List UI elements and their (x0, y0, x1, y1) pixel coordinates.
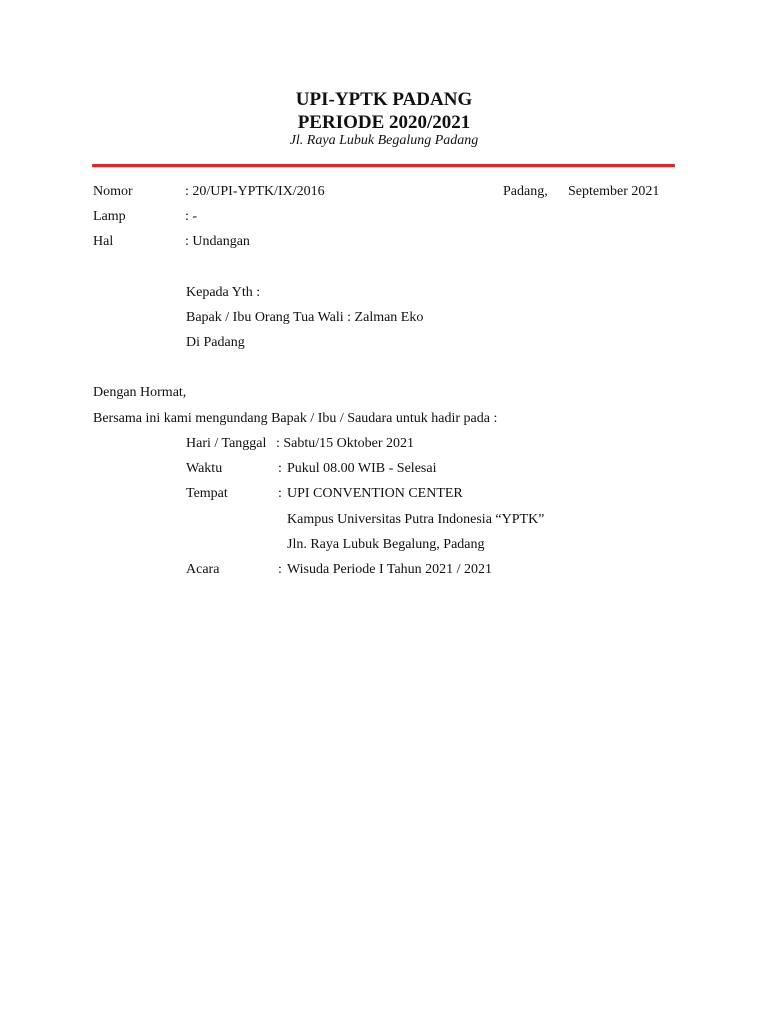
address-line: Jl. Raya Lubuk Begalung Padang (289, 133, 479, 148)
hal-value: : Undangan (185, 234, 250, 249)
invitation-intro: Bersama ini kami mengundang Bapak / Ibu / Saudara untuk hadir pada : (93, 411, 498, 426)
tempat-line-2: Kampus Universitas Putra Indonesia “YPTK” (287, 512, 545, 527)
nomor-value: : 20/UPI-YPTK/IX/2016 (185, 184, 325, 199)
hal-label: Hal (93, 234, 114, 249)
lamp-value: : - (185, 209, 198, 224)
tempat-label: Tempat (186, 486, 228, 501)
header-divider (92, 164, 675, 167)
lamp-label: Lamp (93, 209, 126, 224)
tempat-line-1: UPI CONVENTION CENTER (287, 486, 463, 501)
tempat-colon: : (278, 486, 282, 501)
letter-date: September 2021 (568, 184, 660, 199)
waktu-label: Waktu (186, 461, 223, 476)
greeting: Dengan Hormat, (93, 385, 187, 400)
recipient-line-2: Bapak / Ibu Orang Tua Wali : Zalman Eko (186, 310, 424, 325)
place-label: Padang, (503, 184, 548, 199)
tempat-line-3: Jln. Raya Lubuk Begalung, Padang (287, 537, 485, 552)
waktu-colon: : (278, 461, 282, 476)
recipient-line-3: Di Padang (186, 335, 245, 350)
waktu-value: Pukul 08.00 WIB - Selesai (287, 461, 437, 476)
hari-label: Hari / Tanggal (186, 436, 267, 451)
organization-name: UPI-YPTK PADANG (295, 89, 473, 110)
nomor-label: Nomor (93, 184, 133, 199)
period-heading: PERIODE 2020/2021 (297, 112, 471, 133)
acara-colon: : (278, 562, 282, 577)
acara-value: Wisuda Periode I Tahun 2021 / 2021 (287, 562, 493, 577)
recipient-line-1: Kepada Yth : (186, 285, 261, 300)
acara-label: Acara (186, 562, 220, 577)
hari-value: : Sabtu/15 Oktober 2021 (276, 436, 415, 451)
